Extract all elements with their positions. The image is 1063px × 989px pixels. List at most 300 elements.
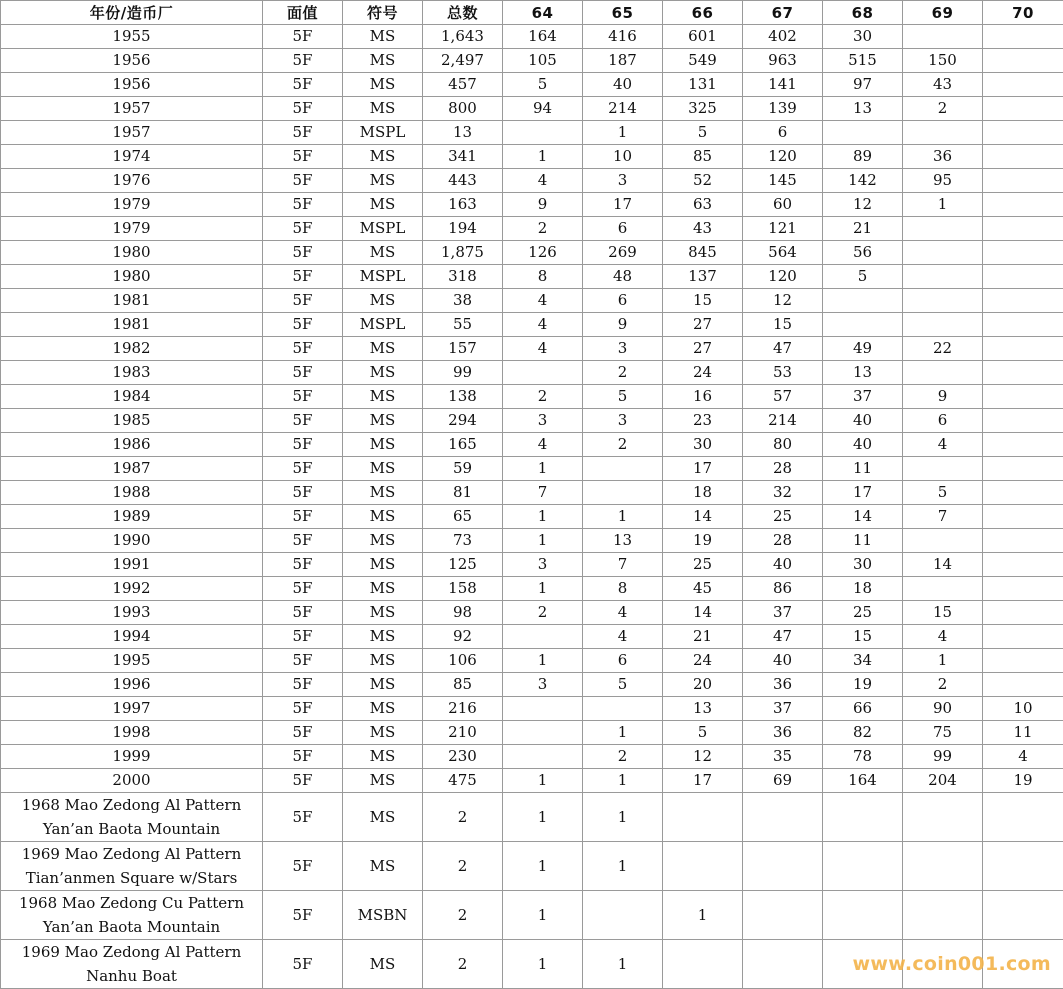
cell-designation: MSPL — [343, 265, 423, 289]
cell-designation: MS — [343, 289, 423, 313]
cell-grade-68: 164 — [823, 769, 903, 793]
cell-grade-68 — [823, 891, 903, 940]
cell-grade-67: 12 — [743, 289, 823, 313]
cell-denomination: 5F — [263, 193, 343, 217]
cell-grade-67 — [743, 940, 823, 989]
cell-grade-66: 27 — [663, 313, 743, 337]
pattern-name-line2: Nanhu Boat — [86, 967, 177, 985]
table-row — [1, 409, 1063, 433]
cell-pattern-name — [1, 793, 263, 842]
cell-year: 1999 — [1, 745, 263, 769]
cell-total: 65 — [423, 505, 503, 529]
cell-grade-66: 1 — [663, 891, 743, 940]
cell-year: 1986 — [1, 433, 263, 457]
cell-grade-70 — [983, 553, 1063, 577]
cell-year: 1984 — [1, 385, 263, 409]
cell-designation: MS — [343, 505, 423, 529]
cell-grade-65: 6 — [583, 217, 663, 241]
cell-grade-69 — [903, 241, 983, 265]
cell-grade-66: 18 — [663, 481, 743, 505]
cell-denomination: 5F — [263, 337, 343, 361]
cell-grade-69: 99 — [903, 745, 983, 769]
cell-grade-64 — [503, 697, 583, 721]
cell-total: 158 — [423, 577, 503, 601]
header-row — [1, 1, 1063, 25]
cell-designation: MS — [343, 433, 423, 457]
cell-grade-64: 2 — [503, 601, 583, 625]
cell-grade-65: 40 — [583, 73, 663, 97]
cell-grade-69 — [903, 217, 983, 241]
cell-total: 230 — [423, 745, 503, 769]
cell-designation: MS — [343, 577, 423, 601]
cell-designation: MS — [343, 673, 423, 697]
cell-grade-69: 22 — [903, 337, 983, 361]
cell-year: 1987 — [1, 457, 263, 481]
cell-designation: MS — [343, 793, 423, 842]
cell-grade-69 — [903, 577, 983, 601]
cell-total: 2 — [423, 842, 503, 891]
table-row — [1, 625, 1063, 649]
cell-grade-69: 43 — [903, 73, 983, 97]
cell-grade-70 — [983, 409, 1063, 433]
cell-grade-65: 8 — [583, 577, 663, 601]
cell-denomination: 5F — [263, 940, 343, 989]
table-row — [1, 505, 1063, 529]
header-grade-67: 67 — [743, 1, 823, 25]
cell-grade-67: 15 — [743, 313, 823, 337]
cell-grade-68: 17 — [823, 481, 903, 505]
cell-grade-64: 94 — [503, 97, 583, 121]
table-row — [1, 457, 1063, 481]
cell-grade-70 — [983, 265, 1063, 289]
cell-grade-64: 2 — [503, 385, 583, 409]
cell-year: 1957 — [1, 121, 263, 145]
cell-grade-68: 13 — [823, 97, 903, 121]
cell-grade-68: 78 — [823, 745, 903, 769]
cell-grade-65: 5 — [583, 385, 663, 409]
cell-grade-67: 36 — [743, 721, 823, 745]
cell-total: 194 — [423, 217, 503, 241]
cell-grade-64: 5 — [503, 73, 583, 97]
cell-grade-69: 36 — [903, 145, 983, 169]
cell-grade-68 — [823, 313, 903, 337]
cell-grade-69 — [903, 25, 983, 49]
table-row — [1, 481, 1063, 505]
cell-denomination: 5F — [263, 385, 343, 409]
cell-grade-67: 28 — [743, 457, 823, 481]
cell-grade-68 — [823, 842, 903, 891]
cell-denomination: 5F — [263, 673, 343, 697]
cell-grade-65: 2 — [583, 745, 663, 769]
pattern-name-line1: 1968 Mao Zedong Cu Pattern — [18, 894, 245, 912]
pattern-name-line2: Yan’an Baota Mountain — [42, 820, 221, 838]
cell-denomination: 5F — [263, 145, 343, 169]
cell-grade-69: 14 — [903, 553, 983, 577]
cell-grade-65: 269 — [583, 241, 663, 265]
cell-grade-70 — [983, 97, 1063, 121]
cell-denomination: 5F — [263, 649, 343, 673]
table-row — [1, 673, 1063, 697]
pattern-name-line1: 1968 Mao Zedong Al Pattern — [21, 796, 242, 814]
cell-grade-69 — [903, 265, 983, 289]
cell-year: 1992 — [1, 577, 263, 601]
cell-grade-69: 5 — [903, 481, 983, 505]
cell-grade-65 — [583, 891, 663, 940]
cell-grade-70 — [983, 433, 1063, 457]
cell-grade-69 — [903, 313, 983, 337]
table-row — [1, 385, 1063, 409]
cell-grade-69: 90 — [903, 697, 983, 721]
header-year-mint: 年份/造币厂 — [1, 1, 263, 25]
cell-denomination: 5F — [263, 457, 343, 481]
cell-grade-68: 40 — [823, 433, 903, 457]
cell-grade-68: 11 — [823, 457, 903, 481]
cell-grade-65: 6 — [583, 649, 663, 673]
cell-grade-68: 19 — [823, 673, 903, 697]
cell-grade-69 — [903, 842, 983, 891]
site-watermark: www.coin001.com — [852, 953, 1051, 975]
cell-grade-68 — [823, 121, 903, 145]
cell-grade-66: 14 — [663, 601, 743, 625]
cell-total: 2 — [423, 793, 503, 842]
cell-grade-65: 5 — [583, 673, 663, 697]
cell-grade-64: 4 — [503, 313, 583, 337]
cell-grade-66: 5 — [663, 121, 743, 145]
cell-grade-66: 85 — [663, 145, 743, 169]
cell-grade-64 — [503, 745, 583, 769]
cell-year: 1996 — [1, 673, 263, 697]
cell-total: 443 — [423, 169, 503, 193]
cell-grade-64: 1 — [503, 529, 583, 553]
cell-grade-64: 7 — [503, 481, 583, 505]
cell-grade-69: 4 — [903, 625, 983, 649]
cell-denomination: 5F — [263, 217, 343, 241]
cell-grade-68: 21 — [823, 217, 903, 241]
cell-year: 1982 — [1, 337, 263, 361]
cell-denomination: 5F — [263, 505, 343, 529]
cell-grade-66: 14 — [663, 505, 743, 529]
cell-grade-65: 1 — [583, 121, 663, 145]
cell-total: 92 — [423, 625, 503, 649]
cell-grade-70 — [983, 793, 1063, 842]
cell-grade-65: 214 — [583, 97, 663, 121]
table-row — [1, 145, 1063, 169]
cell-grade-64: 1 — [503, 842, 583, 891]
cell-total: 1,875 — [423, 241, 503, 265]
cell-total: 2 — [423, 891, 503, 940]
cell-grade-68: 12 — [823, 193, 903, 217]
cell-grade-66: 25 — [663, 553, 743, 577]
cell-grade-65: 1 — [583, 505, 663, 529]
cell-grade-64: 1 — [503, 505, 583, 529]
cell-total: 294 — [423, 409, 503, 433]
cell-grade-67 — [743, 793, 823, 842]
cell-designation: MS — [343, 745, 423, 769]
cell-grade-66: 43 — [663, 217, 743, 241]
cell-year: 1979 — [1, 217, 263, 241]
cell-grade-68: 142 — [823, 169, 903, 193]
cell-denomination: 5F — [263, 265, 343, 289]
cell-designation: MS — [343, 385, 423, 409]
cell-grade-69 — [903, 891, 983, 940]
cell-denomination: 5F — [263, 409, 343, 433]
cell-pattern-name — [1, 891, 263, 940]
cell-year: 1974 — [1, 145, 263, 169]
cell-denomination: 5F — [263, 891, 343, 940]
cell-total: 138 — [423, 385, 503, 409]
cell-grade-64: 1 — [503, 891, 583, 940]
cell-grade-70 — [983, 529, 1063, 553]
cell-grade-67: 86 — [743, 577, 823, 601]
cell-grade-65: 1 — [583, 721, 663, 745]
cell-grade-67: 139 — [743, 97, 823, 121]
cell-total: 38 — [423, 289, 503, 313]
cell-designation: MS — [343, 73, 423, 97]
cell-grade-64 — [503, 361, 583, 385]
cell-grade-67: 40 — [743, 553, 823, 577]
cell-grade-64: 126 — [503, 241, 583, 265]
cell-total: 157 — [423, 337, 503, 361]
cell-denomination: 5F — [263, 553, 343, 577]
cell-year: 1956 — [1, 73, 263, 97]
pattern-table-row — [1, 891, 1063, 940]
cell-designation: MS — [343, 49, 423, 73]
cell-designation: MS — [343, 842, 423, 891]
cell-grade-66 — [663, 793, 743, 842]
cell-denomination: 5F — [263, 769, 343, 793]
header-denomination: 面值 — [263, 1, 343, 25]
cell-designation: MS — [343, 721, 423, 745]
cell-grade-65: 10 — [583, 145, 663, 169]
cell-grade-67: 53 — [743, 361, 823, 385]
cell-grade-68: 18 — [823, 577, 903, 601]
cell-total: 341 — [423, 145, 503, 169]
table-row — [1, 337, 1063, 361]
cell-grade-68: 15 — [823, 625, 903, 649]
cell-grade-70 — [983, 217, 1063, 241]
cell-grade-65: 1 — [583, 769, 663, 793]
cell-grade-69: 1 — [903, 649, 983, 673]
cell-year: 1980 — [1, 265, 263, 289]
cell-grade-67: 120 — [743, 265, 823, 289]
cell-grade-66: 21 — [663, 625, 743, 649]
cell-grade-68: 13 — [823, 361, 903, 385]
cell-grade-68: 14 — [823, 505, 903, 529]
cell-designation: MS — [343, 481, 423, 505]
cell-grade-66: 27 — [663, 337, 743, 361]
table-row — [1, 313, 1063, 337]
cell-grade-65: 1 — [583, 940, 663, 989]
cell-year: 1979 — [1, 193, 263, 217]
cell-grade-67: 32 — [743, 481, 823, 505]
cell-grade-69 — [903, 793, 983, 842]
table-row — [1, 97, 1063, 121]
cell-year: 1985 — [1, 409, 263, 433]
cell-designation: MS — [343, 625, 423, 649]
cell-year: 1990 — [1, 529, 263, 553]
cell-grade-66: 601 — [663, 25, 743, 49]
cell-grade-66: 137 — [663, 265, 743, 289]
cell-grade-64: 4 — [503, 433, 583, 457]
cell-grade-64: 1 — [503, 145, 583, 169]
cell-year: 1957 — [1, 97, 263, 121]
cell-grade-70 — [983, 241, 1063, 265]
cell-grade-65: 3 — [583, 337, 663, 361]
cell-denomination: 5F — [263, 289, 343, 313]
table-body — [1, 25, 1063, 989]
cell-grade-67: 141 — [743, 73, 823, 97]
cell-denomination: 5F — [263, 481, 343, 505]
cell-designation: MS — [343, 241, 423, 265]
header-total: 总数 — [423, 1, 503, 25]
cell-grade-69: 7 — [903, 505, 983, 529]
pattern-name-line1: 1969 Mao Zedong Al Pattern — [21, 845, 242, 863]
cell-grade-67: 963 — [743, 49, 823, 73]
cell-grade-67: 80 — [743, 433, 823, 457]
cell-grade-70: 11 — [983, 721, 1063, 745]
table-row — [1, 721, 1063, 745]
cell-grade-66: 52 — [663, 169, 743, 193]
cell-grade-68: 11 — [823, 529, 903, 553]
cell-grade-67: 47 — [743, 625, 823, 649]
pattern-name-line2: Yan’an Baota Mountain — [42, 918, 221, 936]
cell-grade-65: 6 — [583, 289, 663, 313]
cell-grade-70: 10 — [983, 697, 1063, 721]
cell-grade-65: 48 — [583, 265, 663, 289]
cell-designation: MS — [343, 457, 423, 481]
cell-grade-70 — [983, 289, 1063, 313]
cell-year: 1997 — [1, 697, 263, 721]
cell-grade-66: 17 — [663, 769, 743, 793]
header-grade-68: 68 — [823, 1, 903, 25]
cell-grade-65: 187 — [583, 49, 663, 73]
cell-denomination: 5F — [263, 577, 343, 601]
cell-grade-68: 56 — [823, 241, 903, 265]
cell-grade-66: 325 — [663, 97, 743, 121]
cell-grade-69: 15 — [903, 601, 983, 625]
cell-grade-67: 564 — [743, 241, 823, 265]
cell-grade-66: 63 — [663, 193, 743, 217]
cell-total: 2 — [423, 940, 503, 989]
cell-grade-65: 4 — [583, 601, 663, 625]
cell-grade-68: 49 — [823, 337, 903, 361]
cell-grade-65: 17 — [583, 193, 663, 217]
cell-grade-70 — [983, 193, 1063, 217]
cell-grade-66: 15 — [663, 289, 743, 313]
cell-grade-69: 1 — [903, 193, 983, 217]
cell-grade-68: 89 — [823, 145, 903, 169]
cell-designation: MS — [343, 529, 423, 553]
header-designation: 符号 — [343, 1, 423, 25]
cell-designation: MS — [343, 649, 423, 673]
cell-grade-69: 204 — [903, 769, 983, 793]
cell-total: 318 — [423, 265, 503, 289]
cell-grade-66: 24 — [663, 361, 743, 385]
cell-grade-68: 5 — [823, 265, 903, 289]
cell-total: 125 — [423, 553, 503, 577]
cell-designation: MS — [343, 601, 423, 625]
header-grade-69: 69 — [903, 1, 983, 25]
cell-year: 1991 — [1, 553, 263, 577]
cell-total: 85 — [423, 673, 503, 697]
cell-grade-70 — [983, 577, 1063, 601]
cell-grade-64: 1 — [503, 577, 583, 601]
cell-grade-69: 2 — [903, 97, 983, 121]
cell-grade-65 — [583, 457, 663, 481]
cell-grade-69: 4 — [903, 433, 983, 457]
cell-year: 1983 — [1, 361, 263, 385]
cell-grade-64: 2 — [503, 217, 583, 241]
cell-grade-66: 16 — [663, 385, 743, 409]
header-grade-66: 66 — [663, 1, 743, 25]
cell-grade-67: 60 — [743, 193, 823, 217]
cell-denomination: 5F — [263, 313, 343, 337]
pattern-table-row — [1, 842, 1063, 891]
table-row — [1, 745, 1063, 769]
cell-grade-64: 4 — [503, 169, 583, 193]
cell-total: 55 — [423, 313, 503, 337]
table-row — [1, 433, 1063, 457]
cell-grade-67: 28 — [743, 529, 823, 553]
cell-grade-65: 3 — [583, 409, 663, 433]
cell-grade-67: 120 — [743, 145, 823, 169]
cell-denomination: 5F — [263, 97, 343, 121]
cell-denomination: 5F — [263, 169, 343, 193]
cell-grade-67: 37 — [743, 601, 823, 625]
cell-grade-70: 4 — [983, 745, 1063, 769]
cell-total: 73 — [423, 529, 503, 553]
cell-denomination: 5F — [263, 49, 343, 73]
cell-grade-64: 4 — [503, 337, 583, 361]
cell-grade-65 — [583, 481, 663, 505]
cell-denomination: 5F — [263, 745, 343, 769]
cell-denomination: 5F — [263, 433, 343, 457]
cell-total: 457 — [423, 73, 503, 97]
cell-grade-69 — [903, 457, 983, 481]
cell-grade-70 — [983, 481, 1063, 505]
table-row — [1, 25, 1063, 49]
cell-grade-68: 30 — [823, 25, 903, 49]
cell-grade-68: 25 — [823, 601, 903, 625]
cell-year: 2000 — [1, 769, 263, 793]
cell-designation: MS — [343, 553, 423, 577]
cell-year: 1981 — [1, 313, 263, 337]
cell-grade-66: 45 — [663, 577, 743, 601]
cell-grade-68 — [823, 289, 903, 313]
cell-designation: MS — [343, 337, 423, 361]
cell-denomination: 5F — [263, 697, 343, 721]
pattern-name-line2: Tian’anmen Square w/Stars — [25, 869, 238, 887]
cell-grade-65: 9 — [583, 313, 663, 337]
cell-grade-70 — [983, 505, 1063, 529]
cell-grade-66 — [663, 940, 743, 989]
cell-grade-66: 30 — [663, 433, 743, 457]
cell-grade-65: 2 — [583, 433, 663, 457]
cell-grade-64: 3 — [503, 673, 583, 697]
cell-pattern-name — [1, 940, 263, 989]
cell-designation: MS — [343, 361, 423, 385]
cell-grade-70 — [983, 385, 1063, 409]
cell-grade-64: 3 — [503, 553, 583, 577]
cell-grade-65: 7 — [583, 553, 663, 577]
cell-year: 1981 — [1, 289, 263, 313]
cell-grade-64: 1 — [503, 940, 583, 989]
table-row — [1, 169, 1063, 193]
cell-total: 13 — [423, 121, 503, 145]
cell-denomination: 5F — [263, 361, 343, 385]
table-row — [1, 241, 1063, 265]
cell-grade-66: 5 — [663, 721, 743, 745]
